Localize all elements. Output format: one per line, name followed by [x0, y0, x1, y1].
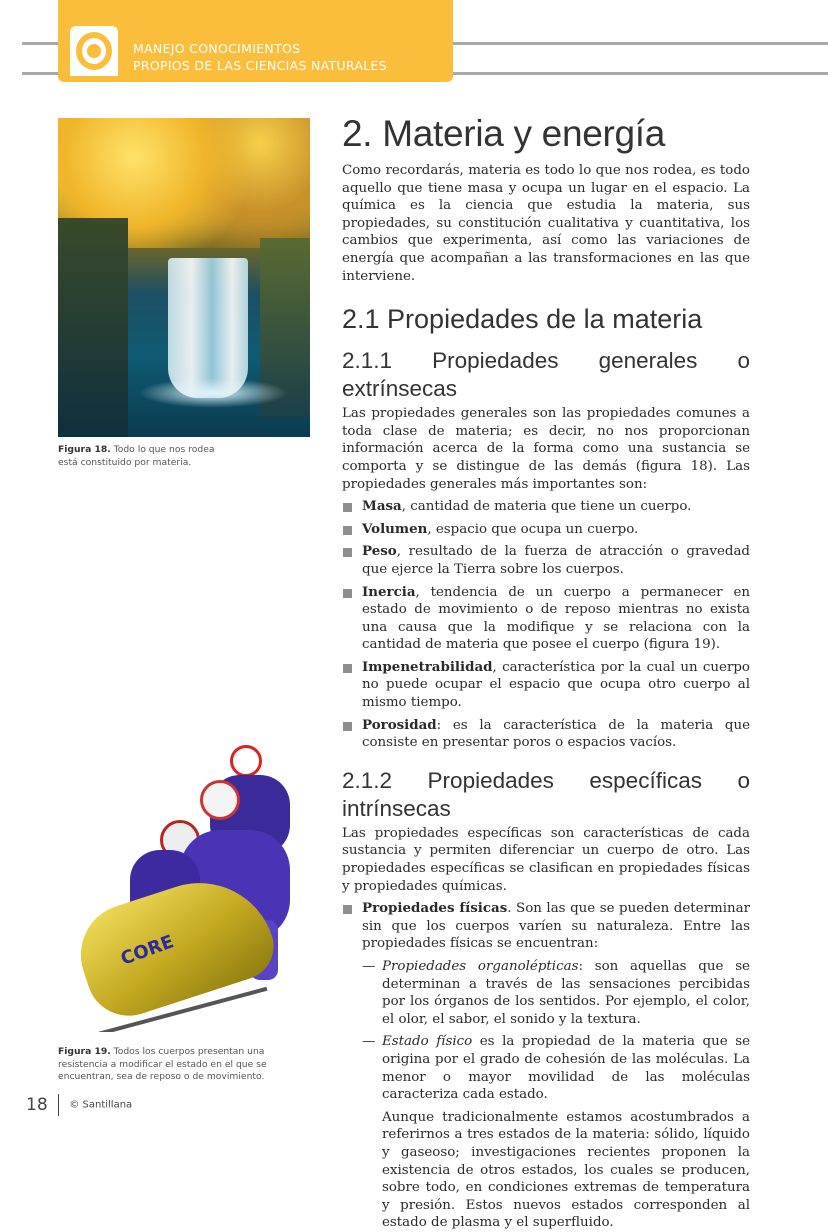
item-text: , resultado de la fuerza de atracción o gravedad que ejerce la Tierra sobre los cuerpos. [362, 544, 750, 577]
item-term: Propiedades físicas [362, 900, 508, 917]
figure-18-caption [58, 444, 228, 469]
item-term: Inercia [362, 583, 416, 600]
figure-18-text: Todo lo que nos rodea está constituido por materia. [58, 444, 215, 468]
sublist-item-organoleptic [342, 958, 750, 1028]
sled-label: CORE [118, 931, 177, 970]
section-tab-title [133, 40, 387, 74]
item-term: Impenetrabilidad [362, 658, 493, 675]
figure-18-waterfall-image [58, 118, 310, 437]
item-text: , tendencia de un cuerpo a permanecer en estado de movimiento o de reposo mientras no exista una causa que la modifique y se relaciona con la cantidad de materia que posee el cuerpo (figura 19). [362, 584, 750, 653]
footer-divider [58, 1094, 60, 1116]
subsection-2-1-2-intro: Las propiedades específicas son características de cada sustancia y permiten diferenciar un cuerpo de otro. Las propiedades específicas se clasifican en propiedades físicas y propiedades químicas. [342, 825, 750, 894]
physical-properties-sublist [342, 958, 750, 1104]
item-term: Estado físico [382, 1034, 473, 1050]
list-item-physical-properties [342, 900, 750, 953]
list-item [342, 543, 750, 578]
list-item [342, 584, 750, 654]
tab-line-2: PROPIOS DE LAS CIENCIAS NATURALES [133, 58, 387, 73]
list-item [342, 498, 750, 516]
copyright: © Santillana [69, 1099, 133, 1111]
page-footer [26, 1094, 132, 1116]
list-item [342, 521, 750, 539]
item-term: Masa [362, 498, 402, 515]
item-text: . Son las que se pueden determinar sin que los cuerpos varíen su naturaleza. Entre las propiedades físicas se encuentran: [362, 901, 750, 952]
dash-marker: — [362, 959, 376, 974]
specific-properties-list [342, 900, 750, 953]
section-title: 2. Materia y energía [342, 113, 666, 154]
main-text-column [342, 112, 750, 1232]
dash-marker: — [362, 1034, 376, 1050]
item-text: : es la característica de la materia que consiste en presentar poros o espacios vacíos. [362, 717, 750, 751]
item-text: , característica por la cual un cuerpo no puede ocupar el espacio que ocupa otro cuerpo al mismo tiempo. [362, 659, 750, 711]
general-properties-list [342, 498, 750, 752]
item-term: Peso [362, 543, 397, 560]
list-item [342, 717, 750, 752]
item-text: : son aquellas que se determinan a través de las sensaciones percibidas por los órganos de los sentidos. Por ejemplo, el color, el olor, el sabor, el sonido y la textura. [382, 959, 750, 1027]
figure-19-text: Todos los cuerpos presentan una resistencia a modificar el estado en el que se encuentran, sea de reposo o de movimiento. [58, 1046, 267, 1082]
figure-19-caption [58, 1046, 313, 1084]
subsection-2-1-title: 2.1 Propiedades de la materia [342, 304, 703, 335]
section-intro: Como recordarás, materia es todo lo que nos rodea, es todo aquello que tiene masa y ocupa un lugar en el espacio. La química es la ciencia que estudia la materia, sus propiedades, su constitución cualitativa y cuantitativa, los cambios que experimenta, así como las variaciones de energía que acompañan a las transformaciones en las que interviene. [342, 163, 750, 284]
item-text: , cantidad de materia que tiene un cuerpo. [401, 499, 692, 515]
figure-19-label: Figura 19. [58, 1046, 111, 1057]
sublist-item-physical-state [342, 1033, 750, 1103]
item-text: , espacio que ocupa un cuerpo. [427, 521, 639, 537]
states-of-matter-paragraph: Aunque tradicionalmente estamos acostumbrados a referirnos a tres estados de la materia: sólido, líquido y gaseoso; investigaciones recientes proponen la existencia de otros estados, los cuales se producen, sobre todo, en condiciones extremas de temperatura y presión. Estos nuevos estados corresponden al estado de plasma y el superfluido. [382, 1109, 750, 1231]
subsection-2-1-2-title: 2.1.2 Propiedades específicas o intrínsecas [342, 767, 750, 821]
item-term: Porosidad [362, 716, 437, 733]
page-number: 18 [26, 1095, 48, 1115]
item-text: es la propiedad de la materia que se origina por el grado de cohesión de las moléculas. La menor o mayor movilidad de las moléculas caracteriza cada estado. [382, 1034, 751, 1103]
item-term: Propiedades organolépticas [382, 959, 579, 974]
subsection-2-1-1-intro: Las propiedades generales son las propiedades comunes a toda clase de materia; es decir, no nos proporcionan información acerca de la forma como una sustancia se comporta y se distingue de las demás (figura 18). Las propiedades generales más importantes son: [342, 406, 750, 492]
tab-line-1: MANEJO CONOCIMIENTOS [133, 41, 301, 56]
logo-icon [70, 26, 118, 76]
item-term: Volumen [362, 520, 428, 537]
figure-18-label: Figura 18. [58, 444, 111, 455]
subsection-2-1-1-title: 2.1.1 Propiedades generales o extrínsecas [342, 348, 750, 402]
list-item [342, 659, 750, 712]
figure-19-bobsled-image [60, 740, 312, 1032]
